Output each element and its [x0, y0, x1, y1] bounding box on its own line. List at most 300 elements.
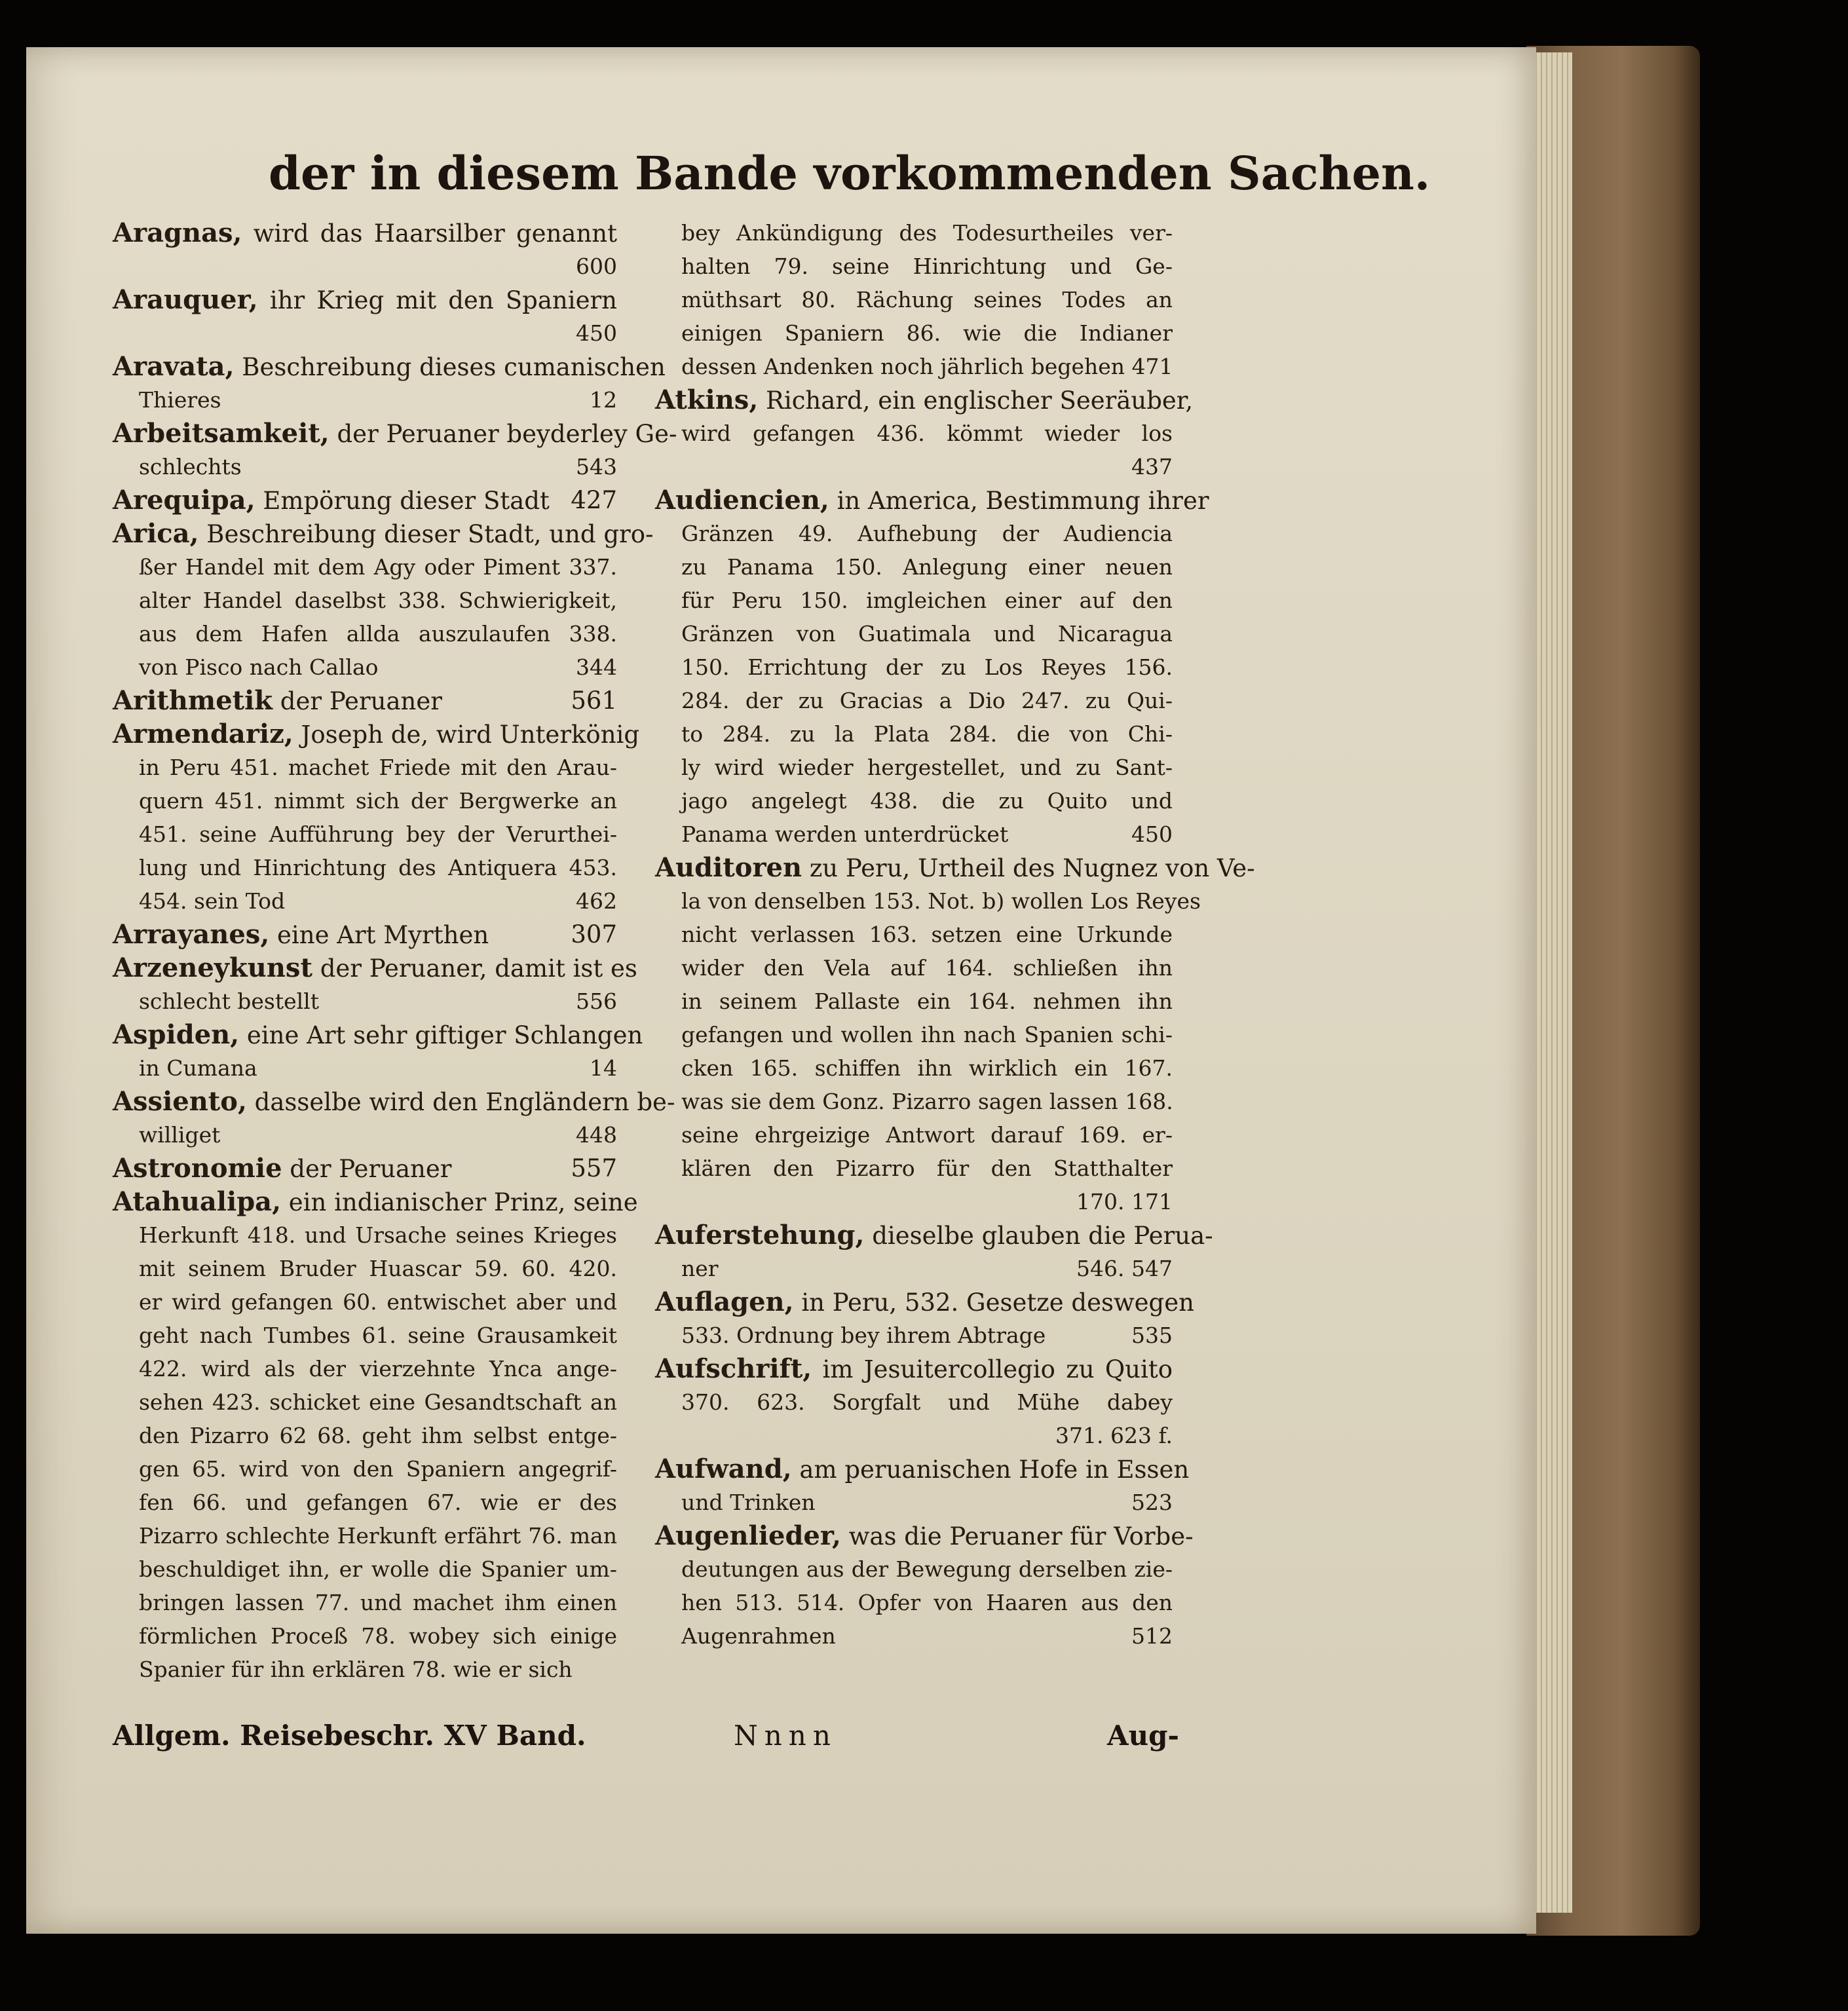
index-description: von Pisco nach Callao: [139, 654, 379, 680]
index-line-text: [113, 851, 617, 884]
index-line-text: [655, 1519, 1194, 1553]
index-line: [655, 250, 1173, 283]
index-page-reference: 462: [576, 888, 617, 914]
index-line: [655, 1586, 1173, 1619]
index-line: [113, 1486, 617, 1519]
index-line: [655, 1419, 1173, 1452]
index-description: Spanier für ihn erklären 78. wie er sich: [139, 1657, 573, 1682]
index-line-text: [655, 818, 1173, 851]
index-page-reference: 344: [576, 654, 617, 680]
index-line: [655, 1519, 1194, 1552]
index-line-text: [655, 1452, 1190, 1486]
index-line-text: [113, 216, 617, 250]
index-column-right: [655, 216, 1255, 1653]
index-page-reference: 561: [571, 686, 617, 715]
index-line: [113, 450, 617, 483]
index-line: [113, 1185, 638, 1218]
index-description: ner: [681, 1256, 719, 1281]
index-description: Pizarro schlechte Herkunft erfährt 76. man: [139, 1523, 617, 1549]
index-line-text: [113, 884, 617, 918]
index-line: [655, 350, 1173, 383]
index-line: [655, 1152, 1173, 1185]
index-line-text: [113, 1586, 617, 1619]
index-line: [113, 751, 617, 784]
index-line-text: [655, 684, 1173, 717]
index-line: [655, 951, 1173, 985]
index-line-text: [655, 350, 1173, 383]
index-line-text: [113, 1385, 617, 1419]
index-description: wird das Haarsilber genannt: [253, 219, 617, 248]
index-line-text: [655, 851, 1255, 885]
index-line: [113, 1118, 617, 1152]
index-line-text: [655, 1486, 1173, 1519]
index-line-text: [113, 1552, 617, 1586]
index-description: was sie dem Gonz. Pizarro sagen lassen 168.: [681, 1089, 1173, 1114]
index-line-text: [655, 250, 1173, 283]
index-page-reference: 535: [1131, 1323, 1173, 1348]
index-line-text: [113, 1051, 617, 1085]
index-page-reference: 512: [1131, 1623, 1173, 1649]
index-line: [655, 1085, 1173, 1118]
index-description: 284. der zu Gracias a Dio 247. zu Qui-: [681, 688, 1173, 713]
index-line-text: [113, 1085, 675, 1119]
index-description: ihr Krieg mit den Spaniern: [269, 286, 617, 314]
index-line-text: [113, 1419, 617, 1452]
index-keyword: Auferstehung,: [655, 1220, 865, 1250]
index-line: [655, 1619, 1173, 1653]
index-line: [655, 1352, 1173, 1385]
index-line: [113, 684, 617, 717]
index-line: [113, 1419, 617, 1452]
index-line-text: [113, 283, 617, 317]
index-description: eine Art Myrthen: [277, 921, 489, 949]
index-line: [113, 316, 617, 350]
index-description: halten 79. seine Hinrichtung und Ge-: [681, 254, 1173, 279]
index-line-text: [655, 1319, 1173, 1352]
index-description: gen 65. wird von den Spaniern angegrif-: [139, 1456, 617, 1482]
index-line-text: [113, 1218, 617, 1252]
index-description: klären den Pizarro für den Statthalter: [681, 1156, 1173, 1181]
index-description: in Peru 451. machet Friede mit den Arau-: [139, 755, 617, 780]
index-line-text: [113, 951, 637, 985]
index-description: la von denselben 153. Not. b) wollen Los Reyes: [681, 888, 1201, 914]
index-line: [113, 1252, 617, 1285]
index-line-text: [655, 784, 1173, 818]
index-line-text: [655, 951, 1173, 985]
index-keyword: Assiento,: [113, 1086, 247, 1117]
index-keyword: Arithmetik: [113, 685, 273, 716]
index-line: [655, 617, 1173, 650]
index-line-text: [113, 417, 677, 451]
index-description: Richard, ein englischer Seeräuber,: [766, 386, 1194, 415]
index-line: [113, 818, 617, 851]
index-line-text: [655, 1051, 1173, 1085]
index-description: dieselbe glauben die Perua-: [872, 1222, 1213, 1250]
index-line-text: [113, 350, 666, 384]
index-keyword: Atahualipa,: [113, 1186, 282, 1217]
index-line: [655, 1552, 1173, 1586]
index-description: Gränzen von Guatimala und Nicaragua: [681, 621, 1173, 647]
index-keyword: Arbeitsamkeit,: [113, 418, 330, 449]
index-line: [655, 884, 1201, 918]
index-description: er wird gefangen 60. entwischet aber und: [139, 1289, 617, 1315]
index-page-reference: 448: [576, 1122, 617, 1148]
index-description: zu Panama 150. Anlegung einer neuen: [681, 554, 1173, 580]
index-line: [655, 751, 1173, 784]
index-description: Gränzen 49. Aufhebung der Audiencia: [681, 521, 1173, 546]
running-head: der in diesem Bande vorkommenden Sachen.: [269, 146, 1431, 200]
index-description: jago angelegt 438. die zu Quito und: [681, 788, 1173, 814]
index-line: [113, 1385, 617, 1419]
index-line: [655, 1252, 1173, 1285]
index-line-text: [113, 450, 617, 483]
index-line: [113, 617, 617, 650]
index-line-text: [655, 1185, 1173, 1218]
index-line-text: [655, 1218, 1213, 1252]
index-description: Augenrahmen: [681, 1623, 836, 1649]
index-line: [655, 450, 1173, 483]
index-keyword: Aravata,: [113, 351, 235, 382]
index-line-text: [113, 1452, 617, 1486]
index-line: [655, 918, 1173, 951]
index-line: [113, 1519, 617, 1552]
index-description: wider den Vela auf 164. schließen ihn: [681, 955, 1173, 981]
index-line: [113, 1085, 675, 1118]
index-page-reference: 523: [1131, 1490, 1173, 1515]
index-keyword: Aufwand,: [655, 1454, 792, 1484]
index-line-text: [655, 1085, 1173, 1118]
index-description: in seinem Pallaste ein 164. nehmen ihn: [681, 988, 1173, 1014]
index-description: quern 451. nimmt sich der Bergwerke an: [139, 788, 617, 814]
index-description: in Peru, 532. Gesetze deswegen: [801, 1288, 1194, 1317]
index-line-text: [655, 751, 1173, 784]
index-description: 451. seine Aufführung bey der Verurthei-: [139, 821, 617, 847]
index-line: [655, 784, 1173, 818]
index-line-text: [655, 617, 1173, 650]
index-page-reference: 170. 171: [1076, 1189, 1173, 1214]
index-line-text: [113, 1118, 617, 1152]
index-line-text: [655, 517, 1173, 550]
index-description: schlecht bestellt: [139, 988, 319, 1014]
index-line: [113, 1352, 617, 1385]
index-line: [113, 350, 666, 383]
index-line: [655, 985, 1173, 1018]
index-line: [655, 1319, 1173, 1352]
index-line: [113, 1319, 617, 1352]
index-line-text: [655, 717, 1173, 751]
index-line: [113, 951, 637, 985]
index-line: [655, 550, 1173, 584]
index-line-text: [113, 1018, 643, 1052]
index-line: [655, 650, 1173, 684]
index-line: [113, 584, 617, 617]
index-line-text: [655, 985, 1173, 1018]
index-description: ßer Handel mit dem Agy oder Piment 337.: [139, 554, 617, 580]
index-line-text: [655, 1152, 1173, 1185]
index-description: deutungen aus der Bewegung derselben zie-: [681, 1556, 1173, 1582]
index-line: [113, 1653, 617, 1686]
index-line-text: [113, 250, 617, 283]
index-line: [655, 717, 1173, 751]
index-description: ly wird wieder hergestellet, und zu Sant-: [681, 755, 1173, 780]
index-line-text: [113, 517, 654, 551]
index-line: [113, 250, 617, 283]
index-line: [655, 1486, 1173, 1519]
index-line: [655, 584, 1173, 617]
index-line: [113, 1285, 617, 1319]
index-keyword: Aragnas,: [113, 217, 242, 248]
index-description: fen 66. und gefangen 67. wie er des: [139, 1490, 617, 1515]
index-description: lung und Hinrichtung des Antiquera 453.: [139, 855, 617, 880]
index-description: der Peruaner, damit ist es: [320, 954, 637, 983]
index-description: in Cumana: [139, 1055, 257, 1081]
index-keyword: Aufschrift,: [655, 1353, 812, 1384]
index-keyword: Arauquer,: [113, 284, 258, 315]
index-line-text: [113, 818, 617, 851]
index-description: einigen Spaniern 86. wie die Indianer: [681, 320, 1173, 346]
index-line: [655, 483, 1209, 517]
index-description: Herkunft 418. und Ursache seines Krieges: [139, 1222, 617, 1248]
index-page-reference: 556: [576, 988, 617, 1014]
index-line: [655, 684, 1173, 717]
index-line: [113, 1051, 617, 1085]
index-description: aus dem Hafen allda auszulaufen 338.: [139, 621, 617, 647]
index-description: schlechts: [139, 454, 242, 479]
index-line-text: [655, 383, 1194, 417]
index-description: für Peru 150. imgleichen einer auf den: [681, 588, 1173, 613]
index-line-text: [655, 918, 1173, 951]
index-description: der Peruaner beyderley Ge-: [337, 420, 677, 448]
index-line: [655, 1185, 1173, 1218]
index-keyword: Auflagen,: [655, 1287, 794, 1317]
index-line: [655, 216, 1173, 250]
index-line-text: [655, 450, 1173, 483]
index-page-reference: 450: [576, 320, 617, 346]
index-line: [113, 1619, 617, 1653]
index-description: seine ehrgeizige Antwort darauf 169. er-: [681, 1122, 1173, 1148]
index-line-text: [113, 784, 617, 818]
index-description: zu Peru, Urtheil des Nugnez von Ve-: [809, 854, 1255, 882]
index-description: hen 513. 514. Opfer von Haaren aus den: [681, 1590, 1173, 1615]
index-line-text: [113, 918, 617, 952]
index-line: [113, 884, 617, 918]
index-line-text: [113, 985, 617, 1018]
index-line: [113, 1152, 617, 1185]
index-line: [113, 650, 617, 684]
index-line: [655, 283, 1173, 316]
index-line: [113, 517, 654, 550]
index-line-text: [655, 1586, 1173, 1619]
index-line: [655, 1118, 1173, 1152]
index-description: förmlichen Proceß 78. wobey sich einige: [139, 1623, 617, 1649]
index-line-text: [113, 550, 617, 584]
index-line: [655, 1218, 1213, 1252]
index-description: mit seinem Bruder Huascar 59. 60. 420.: [139, 1256, 617, 1281]
index-line-text: [113, 1352, 617, 1385]
index-description: am peruanischen Hofe in Essen: [799, 1456, 1190, 1484]
index-description: 533. Ordnung bey ihrem Abtrage: [681, 1323, 1046, 1348]
index-description: in America, Bestimmung ihrer: [837, 487, 1209, 515]
index-line-text: [655, 1385, 1173, 1419]
index-page-reference: 543: [576, 454, 617, 479]
index-keyword: Augenlieder,: [655, 1520, 841, 1551]
index-description: im Jesuitercollegio zu Quito: [822, 1355, 1173, 1383]
index-keyword: Aspiden,: [113, 1019, 240, 1050]
index-description: cken 165. schiffen ihn wirklich ein 167.: [681, 1055, 1173, 1081]
index-description: der Peruaner: [280, 687, 442, 715]
index-description: 150. Errichtung der zu Los Reyes 156.: [681, 654, 1173, 680]
index-line: [113, 1218, 617, 1252]
index-line: [113, 784, 617, 818]
footer-signature: Allgem. Reisebeschr. XV Band.: [113, 1720, 586, 1752]
index-line-text: [113, 684, 617, 718]
index-page-reference: 600: [576, 254, 617, 279]
index-line-text: [655, 216, 1173, 250]
index-line: [655, 1018, 1173, 1051]
index-description: was die Peruaner für Vorbe-: [848, 1522, 1194, 1551]
index-description: Beschreibung dieses cumanischen: [242, 353, 666, 381]
index-line: [113, 1586, 617, 1619]
index-description: Joseph de, wird Unterkönig: [301, 721, 640, 749]
index-line: [113, 216, 617, 250]
index-line-text: [113, 1519, 617, 1552]
index-keyword: Arica,: [113, 518, 199, 549]
index-page-reference: 307: [571, 920, 617, 949]
index-description: bringen lassen 77. und machet ihm einen: [139, 1590, 617, 1615]
index-page-reference: 546. 547: [1076, 1256, 1173, 1281]
index-line-text: [113, 1285, 617, 1319]
index-keyword: Arrayanes,: [113, 919, 270, 950]
index-description: 454. sein Tod: [139, 888, 286, 914]
index-line-text: [655, 1419, 1173, 1452]
index-line-text: [655, 1118, 1173, 1152]
index-line-text: [655, 483, 1209, 517]
index-description: geht nach Tumbes 61. seine Grausamkeit: [139, 1323, 617, 1348]
index-line-text: [113, 1152, 617, 1186]
index-line: [655, 383, 1194, 417]
index-line-text: [655, 1352, 1173, 1386]
index-description: ein indianischer Prinz, seine: [288, 1188, 638, 1216]
index-line: [655, 1385, 1173, 1419]
index-description: der Peruaner: [290, 1155, 452, 1183]
index-line-text: [113, 1319, 617, 1352]
index-description: Thieres: [139, 387, 221, 413]
index-keyword: Armendariz,: [113, 719, 293, 749]
index-line-text: [655, 1252, 1173, 1285]
index-line-text: [655, 1619, 1173, 1653]
index-line: [113, 417, 677, 450]
index-keyword: Arequipa,: [113, 485, 255, 516]
index-line-text: [655, 1552, 1173, 1586]
index-line: [655, 851, 1255, 884]
footer-sheet-mark: Nnnn: [734, 1720, 837, 1752]
index-page-reference: 371. 623 f.: [1055, 1423, 1173, 1448]
index-keyword: Auditoren: [655, 852, 802, 883]
index-line-text: [113, 316, 617, 350]
index-description: to 284. zu la Plata 284. die von Chi-: [681, 721, 1173, 747]
index-line-text: [113, 483, 617, 517]
index-line-text: [655, 650, 1173, 684]
index-description: dasselbe wird den Engländern be-: [254, 1088, 675, 1116]
index-line: [113, 550, 617, 584]
index-description: Panama werden unterdrücket: [681, 821, 1009, 847]
index-line: [655, 517, 1173, 550]
index-keyword: Atkins,: [655, 385, 759, 415]
index-line-text: [655, 316, 1173, 350]
index-description: williget: [139, 1122, 221, 1148]
index-page-reference: 557: [571, 1154, 617, 1182]
index-line: [113, 1552, 617, 1586]
index-description: sehen 423. schicket eine Gesandtschaft an: [139, 1389, 617, 1415]
index-line-text: [113, 383, 617, 417]
index-line: [113, 383, 617, 417]
index-page-reference: 12: [590, 387, 617, 413]
index-line-text: [113, 584, 617, 617]
index-keyword: Astronomie: [113, 1153, 282, 1184]
index-line: [655, 316, 1173, 350]
index-line: [113, 1018, 643, 1051]
index-line-text: [113, 751, 617, 784]
index-line-text: [113, 1486, 617, 1519]
index-page-reference: 450: [1131, 821, 1173, 847]
index-keyword: Audiencien,: [655, 485, 829, 516]
index-description: eine Art sehr giftiger Schlangen: [246, 1021, 643, 1049]
index-line: [113, 1452, 617, 1486]
index-line: [113, 483, 617, 517]
index-page-reference: 14: [590, 1055, 617, 1081]
index-page-reference: 427: [571, 486, 617, 514]
index-description: Empörung dieser Stadt: [263, 487, 550, 515]
index-line-text: [113, 1185, 638, 1219]
index-line-text: [655, 1018, 1173, 1051]
index-line: [113, 851, 617, 884]
index-line: [655, 1285, 1194, 1319]
index-line-text: [113, 1252, 617, 1285]
index-line: [655, 417, 1173, 450]
index-line-text: [655, 417, 1173, 450]
index-line: [113, 918, 617, 951]
index-description: bey Ankündigung des Todesurtheiles ver-: [681, 220, 1173, 246]
index-line-text: [655, 884, 1201, 918]
index-description: wird gefangen 436. kömmt wieder los: [681, 421, 1173, 446]
index-description: 422. wird als der vierzehnte Ynca ange-: [139, 1356, 617, 1381]
index-line: [655, 818, 1173, 851]
index-description: dessen Andenken noch jährlich begehen 471: [681, 354, 1173, 379]
index-description: Beschreibung dieser Stadt, und gro-: [206, 520, 654, 548]
index-description: beschuldiget ihn, er wolle die Spanier um-: [139, 1556, 617, 1582]
index-page-reference: 437: [1131, 454, 1173, 479]
index-description: nicht verlassen 163. setzen eine Urkunde: [681, 922, 1173, 947]
index-keyword: Arzeneykunst: [113, 952, 312, 983]
index-line-text: [655, 550, 1173, 584]
index-description: alter Handel daselbst 338. Schwierigkeit,: [139, 588, 617, 613]
index-line: [113, 717, 640, 751]
index-line-text: [113, 1619, 617, 1653]
index-line: [113, 985, 617, 1018]
index-description: gefangen und wollen ihn nach Spanien schi-: [681, 1022, 1173, 1047]
index-line: [655, 1452, 1190, 1486]
footer-catchword: Aug-: [1107, 1720, 1179, 1752]
index-line-text: [655, 283, 1173, 316]
index-line: [655, 1051, 1173, 1085]
index-line-text: [655, 584, 1173, 617]
index-description: den Pizarro 62 68. geht ihm selbst entge-: [139, 1423, 617, 1448]
index-line-text: [113, 1653, 617, 1686]
index-description: und Trinken: [681, 1490, 816, 1515]
index-line: [113, 283, 617, 316]
index-line-text: [113, 617, 617, 650]
index-line-text: [655, 1285, 1194, 1319]
